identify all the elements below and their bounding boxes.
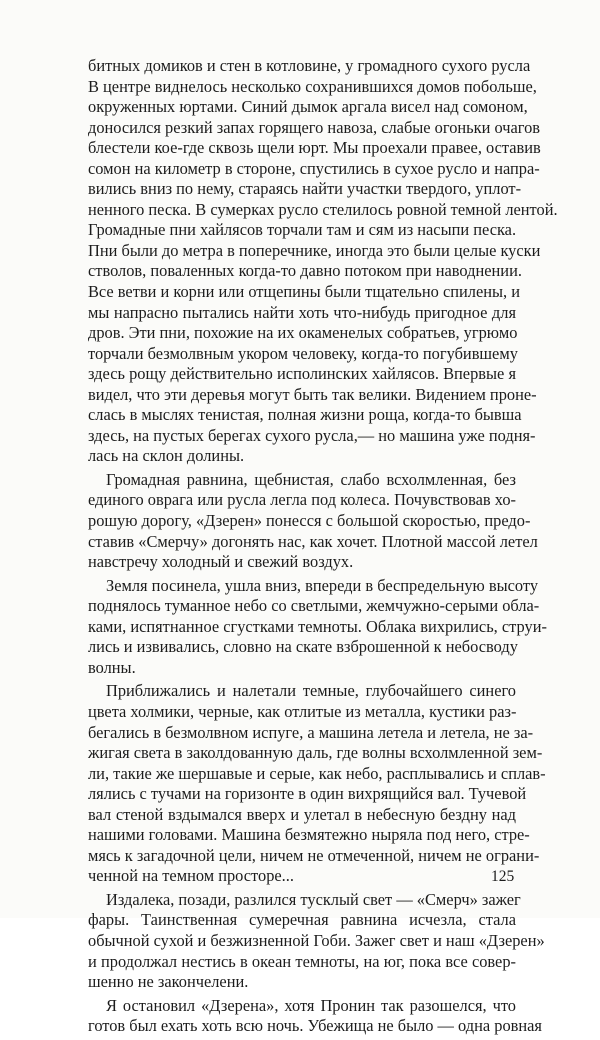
text-line: лялись с тучами на горизонте в один вихрящийся вал. Тучевой — [88, 784, 527, 804]
text-line: Земля посинела, ушла вниз, впереди в беспредельную высоту — [106, 575, 539, 595]
text-line: дров. Эти пни, похожие на их окаменелых собратьев, угрюмо — [88, 323, 518, 343]
text-line: Громадная равнина, щебнистая, слабо всхолмленная, без — [106, 469, 516, 489]
text-line: доносился резкий запах горящего навоза, слабые огоньки очагов — [88, 117, 541, 137]
text-line: слась в мыслях тенистая, полная жизни роща, когда-то бывша — [88, 405, 522, 425]
paragraph-4 — [88, 681, 546, 886]
text-line: видел, что эти деревья могут быть так велики. Видением проне- — [88, 384, 537, 404]
text-line: лись и извивались, словно на скате взброшенной к небосводу — [88, 637, 518, 657]
text-line: Издалека, позади, разлился тусклый свет — «Смерч» зажег — [106, 889, 521, 909]
body-text — [88, 56, 558, 1040]
text-line: ками, испятнанное сгустками темноты. Облака вихрились, струи- — [88, 616, 547, 636]
text-line: обычной сухой и безжизненной Гоби. Зажег свет и наш «Дзерен» — [88, 930, 545, 950]
text-line: ставив «Смерчу» догонять нас, как хочет. Плотной массой летел — [88, 531, 538, 551]
text-line: мы напрасно пытались найти хоть что-нибудь пригодное для — [88, 302, 516, 322]
text-line: навстречу холодный и свежий воздух. — [88, 552, 354, 572]
text-line: мясь к загадочной цели, ничем не отмеченной, ничем не ограни- — [88, 845, 540, 865]
text-line: волны. — [88, 657, 136, 677]
paragraph-6 — [88, 995, 542, 1037]
text-line: здесь, на пустых берегах сухого русла,— но машина уже подня- — [88, 425, 536, 445]
text-line: Приближались и налетали темные, глубочайшего синего — [106, 681, 516, 701]
text-line: Все ветви и корни или отщепины были тщательно спилены, и — [88, 282, 520, 302]
text-line: нашими головами. Машина безмятежно ныряла под него, стре- — [88, 825, 530, 845]
text-line: битных домиков и стен в котловине, у громадного сухого русла — [88, 56, 531, 75]
text-line: ненного песка. В сумерках русло стелилось ровной темной лентой. — [88, 199, 558, 219]
paragraph-2 — [88, 469, 538, 573]
text-line: торчали безмолвным укором человеку, когда-то погубившему — [88, 343, 518, 363]
text-line: ли, такие же шершавые и серые, как небо, расплывались и сплав- — [88, 763, 546, 783]
text-line: вал стеной вздымался вверх и улетал в небесную бездну над — [88, 804, 516, 824]
text-line: рошую дорогу, «Дзерен» понесся с большой скоростью, предо- — [88, 511, 531, 531]
text-line: цвета холмики, черные, как отлитые из металла, кустики раз- — [88, 701, 517, 721]
paragraph-5 — [88, 889, 545, 993]
text-line: поднялось туманное небо со светлыми, жемчужно-серыми обла- — [88, 596, 540, 616]
paragraph-1 — [88, 56, 558, 467]
text-line: блестели кое-где сквозь щели юрт. Мы проехали правее, оставив — [88, 138, 541, 158]
text-line: шенно не закончелени. — [88, 972, 249, 992]
text-line: вились вниз по нему, стараясь найти участки твердого, уплот- — [88, 179, 522, 199]
text-line: В центре виднелось несколько сохранившихся домов побольше, — [88, 76, 537, 96]
text-line: Я остановил «Дзерена», хотя Пронин так разошелся, что — [106, 995, 516, 1015]
text-line: лась на склон долины. — [88, 446, 245, 466]
text-line: единого оврага или русла легла под колеса. Почувствовав хо- — [88, 490, 516, 510]
text-line: бегались в безмолвном испуге, а машина летела и летела, не за- — [88, 722, 534, 742]
text-line: жигая света в заколдованную даль, где волны всхолмленной зем- — [88, 743, 543, 763]
page-number: 125 — [491, 868, 515, 885]
text-line: сомон на километр в стороне, спустились в сухое русло и напра- — [88, 158, 540, 178]
text-line: готов был ехать хоть всю ночь. Убежища не было — одна ровная — [88, 1016, 542, 1036]
text-line: ченной на темном просторе... — [88, 866, 294, 886]
text-line: стволов, поваленных когда-то давно потоком при наводнении. — [88, 261, 522, 281]
text-line: окруженных юртами. Синий дымок аргала висел над сомоном, — [88, 97, 528, 117]
text-line: Громадные пни хайлясов торчали там и сям из насыпи песка. — [88, 220, 517, 240]
text-line: и продолжал нестись в океан темноты, на юг, пока все совер- — [88, 951, 516, 971]
text-line: фары. Таинственная сумеречная равнина исчезла, стала — [88, 910, 516, 930]
paragraph-3 — [88, 575, 547, 679]
text-line: Пни были до метра в поперечнике, иногда это были целые куски — [88, 240, 541, 260]
text-line: здесь рощу действительно исполинских хайлясов. Впервые я — [88, 364, 516, 384]
